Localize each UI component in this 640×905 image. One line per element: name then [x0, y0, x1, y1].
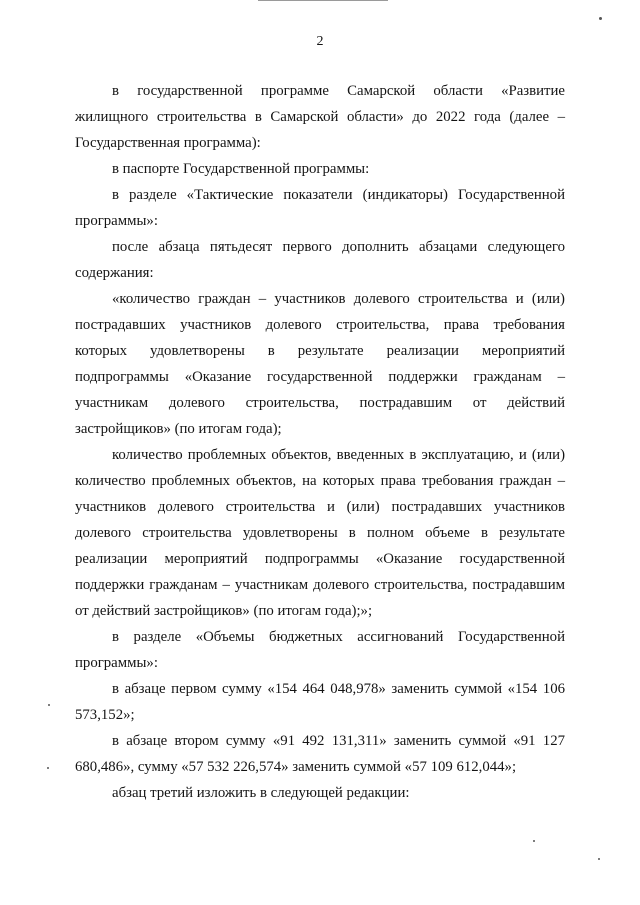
- paragraph: после абзаца пятьдесят первого дополнить абзацами следующего содержания:: [75, 239, 565, 281]
- paragraph: в абзаце первом сумму «154 464 048,978» заменить суммой «154 106 573,152»;: [75, 681, 565, 723]
- paragraph: в разделе «Тактические показатели (индикаторы) Государственной программы»:: [75, 187, 565, 229]
- paragraph: абзац третий изложить в следующей редакции:: [112, 785, 410, 801]
- top-edge-line: [258, 0, 388, 1]
- scan-speck: [48, 704, 50, 706]
- paragraph: в паспорте Государственной программы:: [112, 161, 370, 177]
- document-body: [75, 78, 565, 806]
- scan-speck: [599, 17, 602, 20]
- paragraph: «количество граждан – участников долевого строительства и (или) пострадавших участников долевого строительства, права требования которых удовлетворены в результате реализации мероприятий подпрограммы «Оказание государственной поддержки гражданам – участникам долевого строительства, пострадавшим от действий застройщиков» (по итогам года);: [75, 291, 565, 437]
- page-number: 2: [316, 34, 324, 49]
- paragraph: в абзаце втором сумму «91 492 131,311» заменить суммой «91 127 680,486», сумму «57 532 226,574» заменить суммой «57 109 612,044»;: [75, 733, 565, 775]
- scan-speck: [47, 767, 49, 769]
- paragraph: в разделе «Объемы бюджетных ассигнований Государственной программы»:: [75, 629, 565, 671]
- scan-speck: [533, 840, 535, 842]
- scan-speck: [598, 858, 600, 860]
- paragraph: количество проблемных объектов, введенных в эксплуатацию, и (или) количество проблемных объектов, на которых права требования граждан – участников долевого строительства и (или) пострадавших участников долевого строительства удовлетворены в полном объеме в результате реализации мероприятий подпрограммы «Оказание государственной поддержки гражданам – участникам долевого строительства, пострадавшим от действий застройщиков» (по итогам года);»;: [75, 447, 565, 619]
- paragraph: в государственной программе Самарской области «Развитие жилищного строительства в Самарской области» до 2022 года (далее – Государственная программа):: [75, 83, 565, 151]
